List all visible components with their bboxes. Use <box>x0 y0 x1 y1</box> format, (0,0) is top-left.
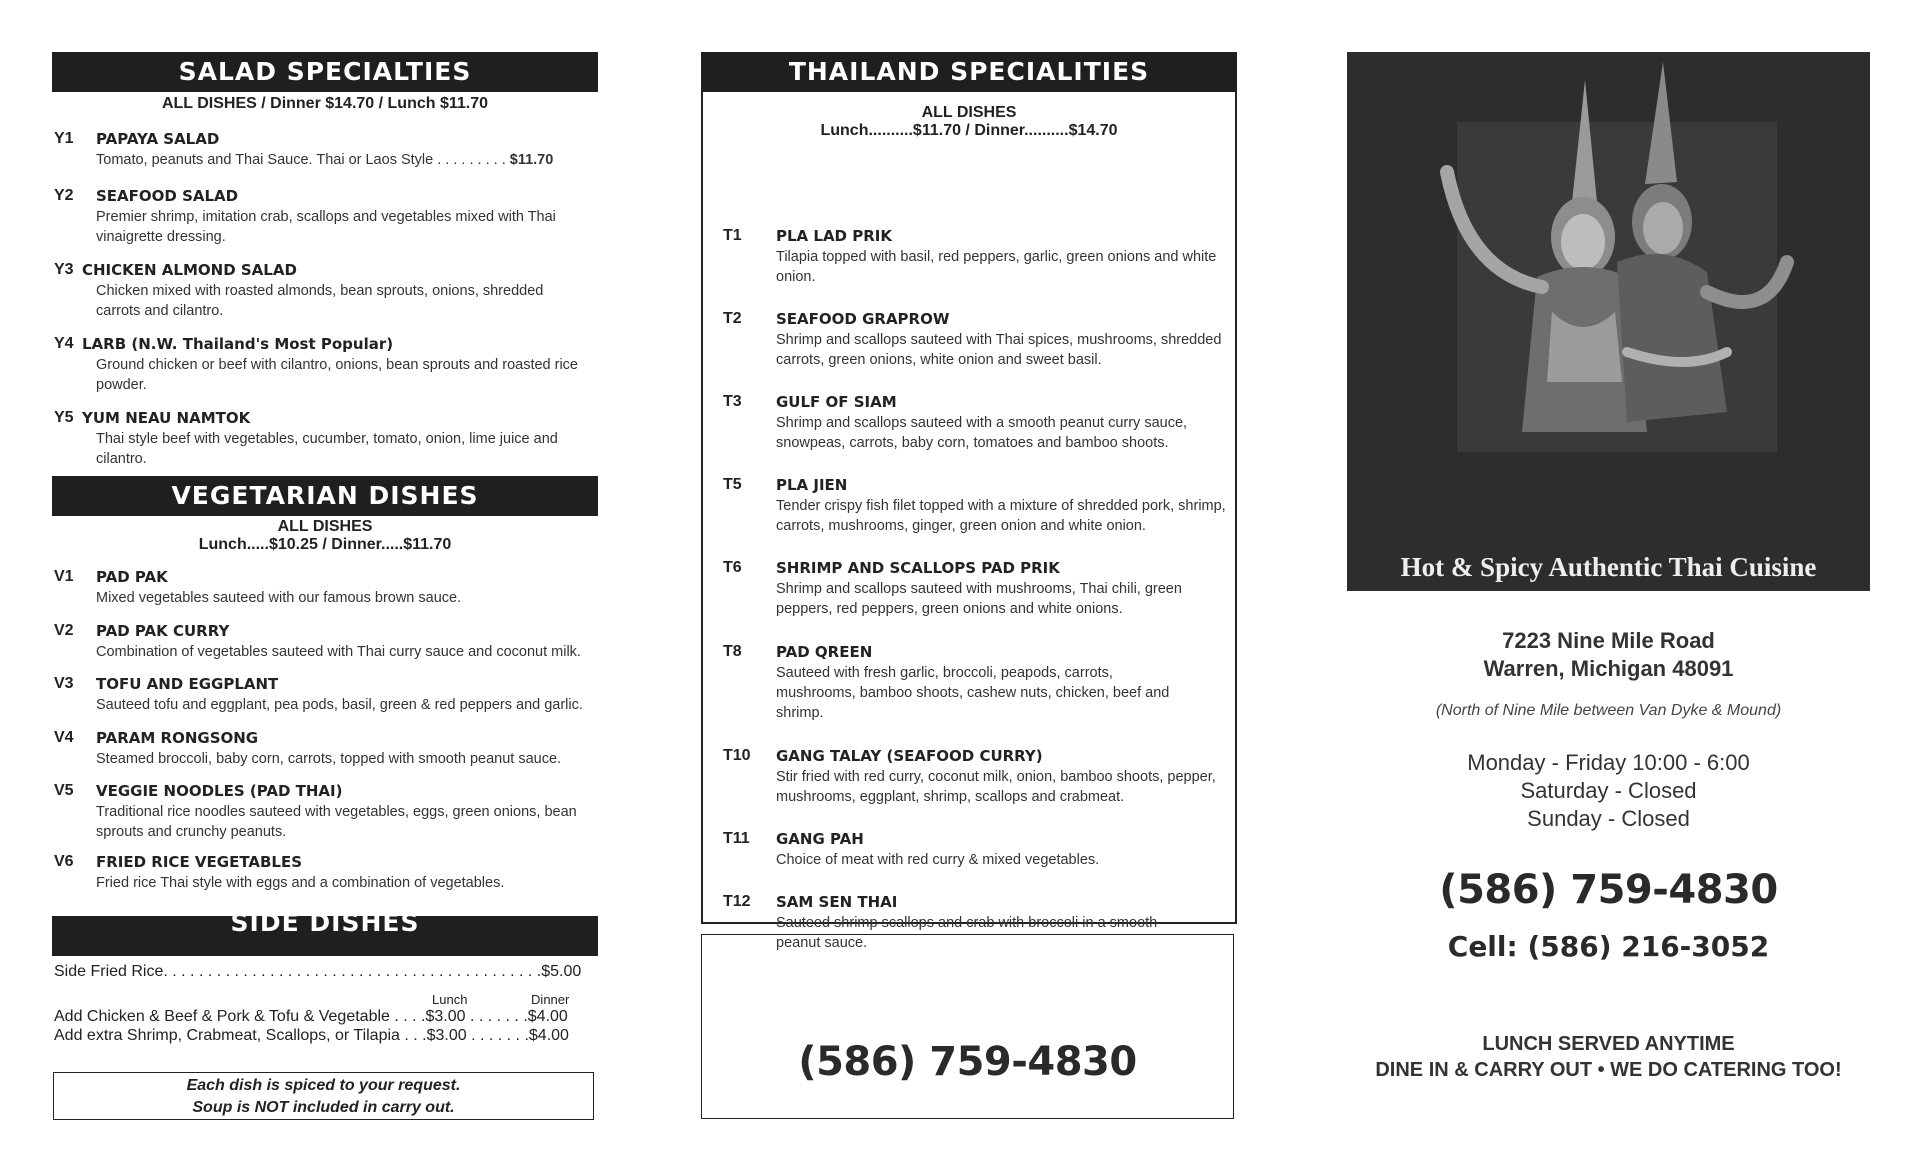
item-description: Fried rice Thai style with eggs and a combination of vegetables. <box>96 875 505 891</box>
side-add-dots: . . . . . . . <box>466 1027 529 1044</box>
item-code: T6 <box>723 559 742 576</box>
side-add-dinner-price: $4.00 <box>528 1027 569 1044</box>
item-name: GANG TALAY (SEAFOOD CURRY) <box>776 747 1043 765</box>
item-code: T12 <box>723 893 751 910</box>
item-name: PLA LAD PRIK <box>776 227 892 245</box>
item-description: Steamed broccoli, baby corn, carrots, topped with smooth peanut sauce. <box>96 751 562 767</box>
main-phone-number: (586) 759-4830 <box>1439 867 1778 913</box>
item-description: Thai style beef with vegetables, cucumber, tomato, onion, lime juice and cilantro. <box>96 431 558 467</box>
item-name: SEAFOOD SALAD <box>96 187 239 205</box>
item-code: T11 <box>723 830 750 847</box>
directions: (North of Nine Mile between Van Dyke & Mound) <box>1435 702 1782 719</box>
item-name: PARAM RONGSONG <box>96 729 259 747</box>
item-description: Sauteed tofu and eggplant, pea pods, basil, green & red peppers and garlic. <box>96 697 583 713</box>
side-add-label: Add extra Shrimp, Crabmeat, Scallops, or Tilapia . . . <box>54 1027 427 1044</box>
service-info <box>1347 1031 1870 1083</box>
item-code: Y4 <box>54 335 74 352</box>
address <box>1347 627 1870 683</box>
item-description: Tender crispy fish filet topped with a mixture of shredded pork, shrimp, carrots, mushrooms, ginger, green onion and white onion. <box>776 498 1226 534</box>
lunch-header: Lunch <box>432 992 468 1007</box>
item-code: T8 <box>723 643 742 660</box>
item-description: Tilapia topped with basil, red peppers, garlic, green onions and white onion. <box>776 249 1217 285</box>
item-name: TOFU AND EGGPLANT <box>96 675 279 693</box>
item-description: Shrimp and scallops sauteed with Thai spices, mushrooms, shredded carrots, green onions, white onion and sweet basil. <box>776 332 1222 368</box>
spice-note-box <box>53 1072 594 1120</box>
address-street: 7223 Nine Mile Road <box>1502 628 1715 653</box>
item-code: V4 <box>54 729 74 746</box>
item-name: CHICKEN ALMOND SALAD <box>82 261 297 279</box>
item-code: V2 <box>54 622 74 639</box>
vegetarian-price-line: Lunch.....$10.25 / Dinner.....$11.70 <box>198 536 452 553</box>
side-fried-rice-label: Side Fried Rice. . . . . . . . . . . . . . . . . . . . . . . . . . . . . . . . . . . . . . . . . . . <box>54 963 542 980</box>
menu-item <box>703 893 1235 951</box>
middle-phone-number: (586) 759-4830 <box>798 1039 1137 1085</box>
item-name: LARB (N.W. Thailand's Most Popular) <box>82 335 394 353</box>
side-add-row <box>54 1008 568 1026</box>
item-description: Chicken mixed with roasted almonds, bean sprouts, onions, shredded carrots and cilantro. <box>96 283 544 319</box>
item-description: Tomato, peanuts and Thai Sauce. Thai or Laos Style . . . . . . . . . $11.70 <box>96 152 554 168</box>
item-description: Traditional rice noodles sauteed with vegetables, eggs, green onions, bean sprouts and crunchy peanuts. <box>96 804 577 840</box>
item-name: PAPAYA SALAD <box>96 130 220 148</box>
item-name: PAD PAK CURRY <box>96 622 230 640</box>
salad-banner: SALAD SPECIALTIES <box>52 52 598 92</box>
tagline: Hot & Spicy Authentic Thai Cuisine <box>1400 552 1817 582</box>
item-description: Sauteed shrimp scallops and crab with broccoli in a smooth peanut sauce. <box>776 915 1158 951</box>
side-add-lunch-price: $3.00 <box>426 1027 467 1044</box>
item-code: T2 <box>723 310 742 327</box>
thai-dancers-photo <box>1347 52 1870 591</box>
item-description: Ground chicken or beef with cilantro, onions, bean sprouts and roasted rice powder. <box>96 357 578 393</box>
side-add-label: Add Chicken & Beef & Pork & Tofu & Vegetable . . . . <box>54 1008 426 1025</box>
thailand-all-dishes: ALL DISHES <box>921 104 1017 121</box>
item-description: Premier shrimp, imitation crab, scallops and vegetables mixed with Thai vinaigrette dressing. <box>96 209 556 245</box>
item-code: T5 <box>723 476 742 493</box>
item-name: GULF OF SIAM <box>776 393 897 411</box>
item-description: Shrimp and scallops sauteed with mushrooms, Thai chili, green peppers, red peppers, green onions and white onions. <box>776 581 1182 617</box>
vegetarian-all-dishes: ALL DISHES <box>277 518 373 535</box>
item-name: VEGGIE NOODLES (PAD THAI) <box>96 782 343 800</box>
cell-phone-number: Cell: (586) 216-3052 <box>1447 930 1770 963</box>
item-name: SAM SEN THAI <box>776 893 898 911</box>
hours-weekdays: Monday - Friday 10:00 - 6:00 <box>1467 750 1750 775</box>
side-fried-rice-row <box>54 963 584 981</box>
item-name: PAD PAK <box>96 568 168 586</box>
item-name: SHRIMP AND SCALLOPS PAD PRIK <box>776 559 1060 577</box>
item-description: Sauteed with fresh garlic, broccoli, peapods, carrots, mushrooms, bamboo shoots, cashew nuts, chicken, beef and shrimp. <box>776 665 1170 721</box>
side-add-dinner-price: $4.00 <box>527 1008 568 1025</box>
middle-column <box>701 52 1237 951</box>
salad-price-line: ALL DISHES / Dinner $14.70 / Lunch $11.70 <box>161 95 489 112</box>
item-name: PLA JIEN <box>776 476 848 494</box>
item-code: T3 <box>723 393 742 410</box>
hours-saturday: Saturday - Closed <box>1520 778 1697 803</box>
item-code: Y2 <box>54 187 74 204</box>
thailand-price-line: Lunch..........$11.70 / Dinner..........$14.70 <box>820 122 1118 139</box>
item-code: V5 <box>54 782 74 799</box>
item-description: Shrimp and scallops sauteed with a smooth peanut curry sauce, snowpeas, carrots, baby corn, tomatoes and bamboo shoots. <box>776 415 1188 451</box>
item-code: Y1 <box>54 130 74 147</box>
address-city: Warren, Michigan 48091 <box>1483 656 1734 681</box>
right-column <box>1347 52 1870 1102</box>
side-add-lunch-price: $3.00 <box>425 1008 466 1025</box>
item-code: V6 <box>54 853 74 870</box>
item-price: $11.70 <box>509 152 554 168</box>
item-name: FRIED RICE VEGETABLES <box>96 853 303 871</box>
item-code: Y5 <box>54 409 74 426</box>
dine-carry-catering: DINE IN & CARRY OUT • WE DO CATERING TOO! <box>1375 1059 1842 1081</box>
hours-sunday: Sunday - Closed <box>1527 806 1690 831</box>
item-code: T1 <box>723 227 742 244</box>
left-column <box>52 52 598 1122</box>
item-description: Combination of vegetables sauteed with Thai curry sauce and coconut milk. <box>96 644 581 660</box>
spice-note: Each dish is spiced to your request. <box>186 1077 461 1094</box>
item-code: Y3 <box>54 261 74 278</box>
item-description: Mixed vegetables sauteed with our famous brown sauce. <box>96 590 462 606</box>
item-description: Stir fried with red curry, coconut milk, onion, bamboo shoots, pepper, mushrooms, eggplant, shrimp, scallops and crabmeat. <box>776 769 1216 805</box>
item-name: PAD QREEN <box>776 643 873 661</box>
vegetarian-banner: VEGETARIAN DISHES <box>52 476 598 516</box>
side-add-row <box>54 1027 569 1045</box>
item-code: T10 <box>723 747 751 764</box>
side-dishes-banner: SIDE DISHES <box>52 916 598 956</box>
carryout-note: Soup is NOT included in carry out. <box>192 1099 455 1116</box>
item-name: GANG PAH <box>776 830 864 848</box>
lunch-served: LUNCH SERVED ANYTIME <box>1482 1033 1735 1055</box>
side-price-headers <box>432 992 569 1007</box>
item-code: V1 <box>54 568 74 585</box>
item-code: V3 <box>54 675 74 692</box>
thailand-box <box>701 92 1237 951</box>
thailand-banner: THAILAND SPECIALITIES <box>701 52 1237 92</box>
item-description: Choice of meat with red curry & mixed vegetables. <box>776 852 1100 868</box>
side-add-dots: . . . . . . . <box>465 1008 528 1025</box>
side-fried-rice-price: $5.00 <box>541 963 582 980</box>
item-name: YUM NEAU NAMTOK <box>82 409 251 427</box>
business-hours <box>1347 749 1870 833</box>
dinner-header: Dinner <box>531 992 570 1007</box>
phone-box <box>701 934 1234 1119</box>
item-name: SEAFOOD GRAPROW <box>776 310 950 328</box>
dancers-illustration <box>1347 52 1870 591</box>
